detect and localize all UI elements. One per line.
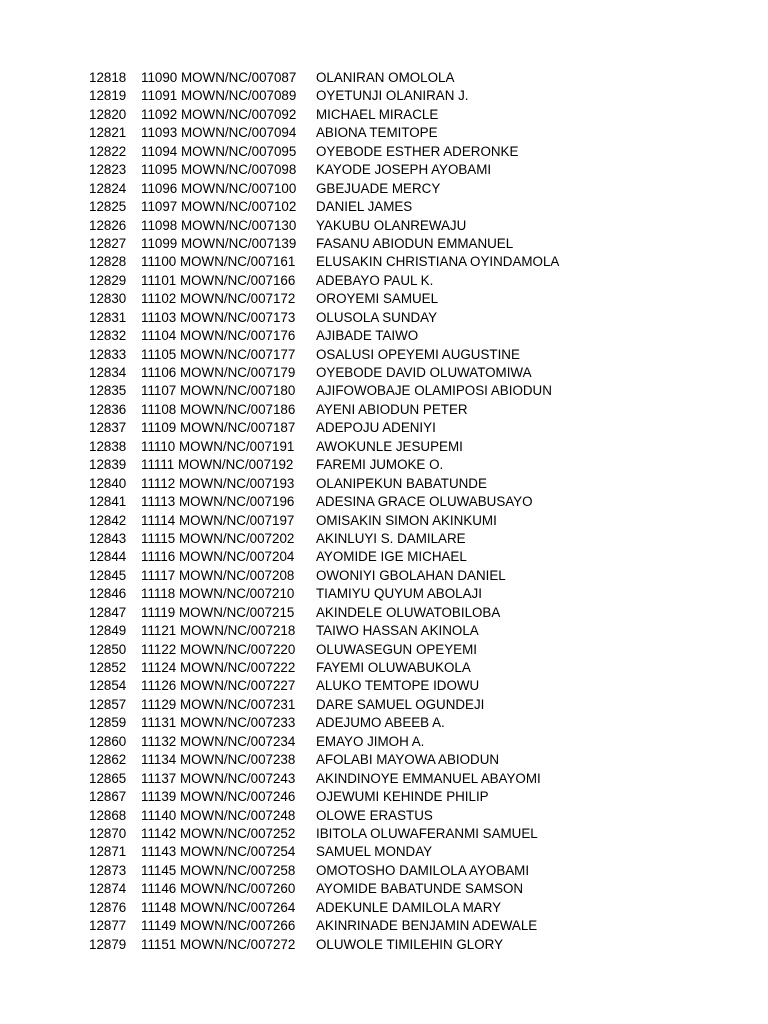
list-row — [0, 936, 768, 954]
list-row — [0, 548, 768, 566]
record-number: 11111 — [141, 457, 175, 473]
list-row — [0, 143, 768, 161]
list-row — [0, 567, 768, 585]
list-row — [0, 733, 768, 751]
serial-number: 12879 — [89, 936, 127, 952]
record-number: 11121 — [141, 623, 177, 639]
record-id — [141, 309, 295, 327]
registration-code: MOWN/NC/007095 — [180, 143, 297, 159]
serial-number: 12846 — [89, 586, 127, 602]
person-name: AKINDINOYE EMMANUEL ABAYOMI — [316, 770, 541, 786]
record-id — [141, 751, 295, 769]
record-number: 11093 — [141, 125, 178, 141]
record-number: 11126 — [141, 678, 177, 694]
record-number: 11100 — [141, 254, 177, 270]
record-number: 11116 — [141, 549, 176, 565]
record-id — [141, 714, 295, 732]
person-name: GBEJUADE MERCY — [316, 180, 441, 196]
serial-number: 12871 — [89, 844, 127, 860]
record-id — [141, 69, 296, 87]
record-number: 11146 — [141, 881, 177, 897]
record-number: 11117 — [141, 567, 176, 583]
list-row — [0, 585, 768, 603]
serial-number: 12870 — [89, 825, 127, 841]
record-id — [141, 659, 295, 677]
serial-number: 12830 — [89, 291, 127, 307]
registration-code: MOWN/NC/007094 — [180, 125, 297, 141]
record-id — [141, 87, 296, 105]
person-name: SAMUEL MONDAY — [316, 844, 433, 860]
list-row — [0, 180, 768, 198]
serial-number: 12860 — [89, 733, 127, 749]
serial-number: 12829 — [89, 272, 127, 288]
list-row — [0, 290, 768, 308]
serial-number: 12843 — [89, 530, 127, 546]
person-name: EMAYO JIMOH A. — [316, 733, 425, 749]
person-name: AYOMIDE IGE MICHAEL — [316, 549, 467, 565]
registration-code: MOWN/NC/007208 — [179, 567, 295, 583]
serial-number: 12826 — [89, 217, 127, 233]
record-id — [141, 677, 295, 695]
person-name: OLUSOLA SUNDAY — [316, 309, 438, 325]
registration-code: MOWN/NC/007234 — [179, 733, 296, 749]
record-id — [141, 585, 294, 603]
record-id — [141, 124, 296, 142]
record-number: 11151 — [141, 936, 177, 952]
person-name: AYENI ABIODUN PETER — [316, 401, 468, 417]
record-id — [141, 493, 294, 511]
record-id — [141, 235, 296, 253]
person-name: OSALUSI OPEYEMI AUGUSTINE — [316, 346, 520, 362]
record-number: 11098 — [141, 217, 178, 233]
record-number: 11143 — [141, 844, 177, 860]
serial-number: 12823 — [89, 162, 127, 178]
registration-code: MOWN/NC/007220 — [179, 641, 296, 657]
list-row — [0, 401, 768, 419]
record-id — [141, 475, 294, 493]
record-number: 11107 — [141, 383, 177, 399]
registration-code: MOWN/NC/007222 — [179, 660, 296, 675]
list-row — [0, 327, 768, 345]
person-name: OMOTOSHO DAMILOLA AYOBAMI — [316, 862, 530, 878]
record-id — [141, 180, 296, 198]
record-number: 11122 — [141, 641, 177, 657]
registration-code: MOWN/NC/007102 — [180, 199, 297, 215]
list-row — [0, 788, 768, 806]
registration-code: MOWN/NC/007243 — [179, 770, 296, 786]
record-id — [141, 862, 295, 880]
serial-number: 12862 — [89, 752, 127, 768]
registration-code: MOWN/NC/007238 — [179, 752, 296, 768]
serial-number: 12838 — [89, 438, 127, 454]
record-number: 11112 — [141, 475, 176, 491]
serial-number: 12845 — [89, 567, 127, 583]
serial-number: 12821 — [89, 125, 127, 141]
record-number: 11137 — [141, 770, 177, 786]
registration-code: MOWN/NC/007260 — [179, 881, 296, 897]
person-name: ADESINA GRACE OLUWABUSAYO — [316, 494, 533, 510]
person-name: ADEJUMO ABEEB A. — [316, 715, 445, 731]
list-row — [0, 843, 768, 861]
record-number: 11149 — [141, 918, 177, 934]
serial-number: 12818 — [89, 70, 127, 85]
list-row — [0, 641, 768, 659]
record-id — [141, 917, 295, 935]
serial-number: 12873 — [89, 862, 127, 878]
list-row — [0, 917, 768, 935]
registration-code: MOWN/NC/007233 — [179, 715, 296, 731]
list-row — [0, 622, 768, 640]
person-name: AWOKUNLE JESUPEMI — [316, 438, 463, 454]
person-name: OROYEMI SAMUEL — [316, 291, 439, 307]
registration-code: MOWN/NC/007246 — [179, 789, 296, 805]
record-number: 11139 — [141, 789, 177, 805]
list-row — [0, 382, 768, 400]
serial-number: 12857 — [89, 696, 127, 712]
record-id — [141, 272, 295, 290]
list-row — [0, 456, 768, 474]
record-number: 11092 — [141, 106, 178, 122]
registration-code: MOWN/NC/007258 — [179, 862, 296, 878]
serial-number: 12819 — [89, 88, 127, 104]
record-number: 11106 — [141, 365, 177, 380]
registration-code: MOWN/NC/007248 — [179, 807, 296, 823]
registration-code: MOWN/NC/007161 — [179, 254, 296, 270]
record-number: 11145 — [141, 862, 177, 878]
list-row — [0, 862, 768, 880]
list-row — [0, 438, 768, 456]
record-number: 11095 — [141, 162, 178, 178]
record-number: 11109 — [141, 420, 177, 436]
person-name: OLOWE ERASTUS — [316, 807, 433, 823]
record-id — [141, 548, 294, 566]
registration-code: MOWN/NC/007176 — [179, 328, 296, 344]
person-name: OYEBODE ESTHER ADERONKE — [316, 143, 519, 159]
record-number: 11110 — [141, 438, 176, 454]
record-number: 11134 — [141, 752, 177, 768]
record-id — [141, 843, 295, 861]
serial-number: 12859 — [89, 715, 127, 731]
record-id — [141, 807, 295, 825]
record-number: 11090 — [141, 70, 178, 85]
record-number: 11105 — [141, 346, 177, 362]
record-number: 11129 — [141, 696, 177, 712]
record-number: 11140 — [141, 807, 177, 823]
record-id — [141, 936, 295, 954]
registration-code: MOWN/NC/007218 — [179, 623, 296, 639]
registration-code: MOWN/NC/007191 — [179, 438, 295, 454]
person-name: FAYEMI OLUWABUKOLA — [316, 660, 471, 675]
serial-number: 12827 — [89, 235, 127, 251]
list-row — [0, 69, 768, 87]
serial-number: 12836 — [89, 401, 127, 417]
registration-code: MOWN/NC/007087 — [180, 70, 297, 85]
serial-number: 12850 — [89, 641, 127, 657]
list-row — [0, 770, 768, 788]
serial-number: 12833 — [89, 346, 127, 362]
person-name: AFOLABI MAYOWA ABIODUN — [316, 752, 500, 768]
list-row — [0, 346, 768, 364]
list-row — [0, 512, 768, 530]
person-name: DANIEL JAMES — [316, 199, 413, 215]
record-id — [141, 880, 295, 898]
record-number: 11118 — [141, 586, 176, 602]
record-id — [141, 512, 294, 530]
serial-number: 12820 — [89, 106, 127, 122]
registration-code: MOWN/NC/007193 — [179, 475, 295, 491]
list-row — [0, 475, 768, 493]
person-name: ALUKO TEMTOPE IDOWU — [316, 678, 480, 694]
registration-code: MOWN/NC/007196 — [179, 494, 295, 510]
list-row — [0, 899, 768, 917]
list-row — [0, 807, 768, 825]
registration-code: MOWN/NC/007252 — [179, 825, 296, 841]
person-name: YAKUBU OLANREWAJU — [316, 217, 467, 233]
serial-number: 12822 — [89, 143, 127, 159]
serial-number: 12824 — [89, 180, 127, 196]
record-id — [141, 696, 295, 714]
registration-code: MOWN/NC/007177 — [179, 346, 296, 362]
registration-code: MOWN/NC/007172 — [179, 291, 296, 307]
record-number: 11096 — [141, 180, 178, 196]
record-id — [141, 567, 294, 585]
person-name: OLANIPEKUN BABATUNDE — [316, 475, 487, 491]
record-id — [141, 438, 294, 456]
list-row — [0, 106, 768, 124]
record-id — [141, 253, 295, 271]
serial-number: 12854 — [89, 678, 127, 694]
person-name: AJIFOWOBAJE OLAMIPOSI ABIODUN — [316, 383, 552, 399]
record-id — [141, 604, 294, 622]
record-id — [141, 770, 295, 788]
serial-number: 12832 — [89, 328, 127, 344]
registration-code: MOWN/NC/007089 — [180, 88, 297, 104]
list-row — [0, 124, 768, 142]
person-name: ELUSAKIN CHRISTIANA OYINDAMOLA — [316, 254, 560, 270]
record-id — [141, 217, 296, 235]
list-row — [0, 880, 768, 898]
person-name: AKINLUYI S. DAMILARE — [316, 530, 466, 546]
person-name: MICHAEL MIRACLE — [316, 106, 439, 122]
registration-code: MOWN/NC/007139 — [180, 235, 297, 251]
record-id — [141, 456, 293, 474]
record-list — [0, 69, 768, 954]
registration-code: MOWN/NC/007227 — [179, 678, 296, 694]
list-row — [0, 419, 768, 437]
record-id — [141, 401, 295, 419]
registration-code: MOWN/NC/007130 — [180, 217, 297, 233]
person-name: OMISAKIN SIMON AKINKUMI — [316, 512, 497, 528]
list-row — [0, 751, 768, 769]
record-number: 11104 — [141, 328, 177, 344]
person-name: OLANIRAN OMOLOLA — [316, 70, 455, 85]
serial-number: 12874 — [89, 881, 127, 897]
list-row — [0, 604, 768, 622]
person-name: ADEPOJU ADENIYI — [316, 420, 436, 436]
record-id — [141, 825, 295, 843]
record-id — [141, 143, 296, 161]
serial-number: 12867 — [89, 789, 127, 805]
registration-code: MOWN/NC/007166 — [179, 272, 296, 288]
record-id — [141, 641, 295, 659]
person-name: ABIONA TEMITOPE — [316, 125, 438, 141]
person-name: OLUWASEGUN OPEYEMI — [316, 641, 477, 657]
serial-number: 12840 — [89, 475, 127, 491]
record-number: 11099 — [141, 235, 178, 251]
serial-number: 12849 — [89, 623, 127, 639]
record-number: 11113 — [141, 494, 176, 510]
record-id — [141, 364, 295, 382]
record-id — [141, 419, 295, 437]
registration-code: MOWN/NC/007179 — [179, 365, 296, 380]
record-number: 11148 — [141, 899, 177, 915]
list-row — [0, 714, 768, 732]
list-row — [0, 493, 768, 511]
person-name: FAREMI JUMOKE O. — [316, 457, 444, 473]
person-name: IBITOLA OLUWAFERANMI SAMUEL — [316, 825, 538, 841]
list-row — [0, 677, 768, 695]
list-row — [0, 87, 768, 105]
registration-code: MOWN/NC/007187 — [179, 420, 296, 436]
record-id — [141, 161, 296, 179]
record-number: 11119 — [141, 604, 176, 620]
record-id — [141, 290, 295, 308]
registration-code: MOWN/NC/007092 — [180, 106, 297, 122]
record-id — [141, 530, 294, 548]
record-number: 11115 — [141, 530, 176, 546]
person-name: AJIBADE TAIWO — [316, 328, 419, 344]
person-name: TAIWO HASSAN AKINOLA — [316, 623, 479, 639]
serial-number: 12847 — [89, 604, 127, 620]
list-row — [0, 217, 768, 235]
list-row — [0, 696, 768, 714]
record-id — [141, 106, 296, 124]
record-id — [141, 198, 296, 216]
list-row — [0, 253, 768, 271]
list-row — [0, 272, 768, 290]
registration-code: MOWN/NC/007100 — [180, 180, 297, 196]
person-name: DARE SAMUEL OGUNDEJI — [316, 696, 485, 712]
registration-code: MOWN/NC/007192 — [178, 457, 294, 473]
list-row — [0, 198, 768, 216]
record-number: 11103 — [141, 309, 177, 325]
record-number: 11142 — [141, 825, 177, 841]
person-name: FASANU ABIODUN EMMANUEL — [316, 235, 514, 251]
registration-code: MOWN/NC/007173 — [179, 309, 296, 325]
list-row — [0, 659, 768, 677]
list-row — [0, 825, 768, 843]
record-id — [141, 622, 295, 640]
serial-number: 12831 — [89, 309, 127, 325]
serial-number: 12865 — [89, 770, 127, 786]
record-id — [141, 788, 295, 806]
list-row — [0, 235, 768, 253]
registration-code: MOWN/NC/007202 — [179, 530, 295, 546]
record-number: 11132 — [141, 733, 177, 749]
person-name: AKINDELE OLUWATOBILOBA — [316, 604, 501, 620]
record-number: 11124 — [141, 660, 177, 675]
serial-number: 12842 — [89, 512, 127, 528]
registration-code: MOWN/NC/007180 — [179, 383, 296, 399]
registration-code: MOWN/NC/007231 — [179, 696, 296, 712]
record-number: 11101 — [141, 272, 177, 288]
registration-code: MOWN/NC/007210 — [179, 586, 295, 602]
registration-code: MOWN/NC/007266 — [179, 918, 296, 934]
person-name: OLUWOLE TIMILEHIN GLORY — [316, 936, 504, 952]
serial-number: 12876 — [89, 899, 127, 915]
serial-number: 12839 — [89, 457, 127, 473]
serial-number: 12835 — [89, 383, 127, 399]
registration-code: MOWN/NC/007215 — [179, 604, 295, 620]
person-name: ADEBAYO PAUL K. — [316, 272, 434, 288]
record-number: 11114 — [141, 512, 176, 528]
record-id — [141, 899, 295, 917]
serial-number: 12841 — [89, 494, 127, 510]
serial-number: 12837 — [89, 420, 127, 436]
person-name: AYOMIDE BABATUNDE SAMSON — [316, 881, 524, 897]
record-number: 11091 — [141, 88, 178, 104]
record-id — [141, 733, 295, 751]
serial-number: 12834 — [89, 365, 127, 380]
registration-code: MOWN/NC/007264 — [179, 899, 296, 915]
serial-number: 12825 — [89, 199, 127, 215]
record-number: 11097 — [141, 199, 178, 215]
record-number: 11131 — [141, 715, 177, 731]
person-name: KAYODE JOSEPH AYOBAMI — [316, 162, 492, 178]
registration-code: MOWN/NC/007254 — [179, 844, 296, 860]
registration-code: MOWN/NC/007098 — [180, 162, 297, 178]
person-name: OYEBODE DAVID OLUWATOMIWA — [316, 365, 532, 380]
record-number: 11102 — [141, 291, 177, 307]
record-id — [141, 327, 295, 345]
registration-code: MOWN/NC/007197 — [179, 512, 295, 528]
serial-number: 12828 — [89, 254, 127, 270]
record-number: 11108 — [141, 401, 177, 417]
person-name: OJEWUMI KEHINDE PHILIP — [316, 789, 489, 805]
list-row — [0, 161, 768, 179]
serial-number: 12868 — [89, 807, 127, 823]
record-id — [141, 382, 295, 400]
list-row — [0, 309, 768, 327]
list-row — [0, 530, 768, 548]
registration-code: MOWN/NC/007204 — [179, 549, 295, 565]
serial-number: 12852 — [89, 660, 127, 675]
registration-code: MOWN/NC/007186 — [179, 401, 296, 417]
serial-number: 12877 — [89, 918, 127, 934]
list-row — [0, 364, 768, 382]
serial-number: 12844 — [89, 549, 127, 565]
record-number: 11094 — [141, 143, 178, 159]
person-name: OYETUNJI OLANIRAN J. — [316, 88, 469, 104]
record-id — [141, 346, 295, 364]
person-name: ADEKUNLE DAMILOLA MARY — [316, 899, 502, 915]
person-name: OWONIYI GBOLAHAN DANIEL — [316, 567, 506, 583]
person-name: AKINRINADE BENJAMIN ADEWALE — [316, 918, 538, 934]
registration-code: MOWN/NC/007272 — [179, 936, 296, 952]
person-name: TIAMIYU QUYUM ABOLAJI — [316, 586, 482, 602]
